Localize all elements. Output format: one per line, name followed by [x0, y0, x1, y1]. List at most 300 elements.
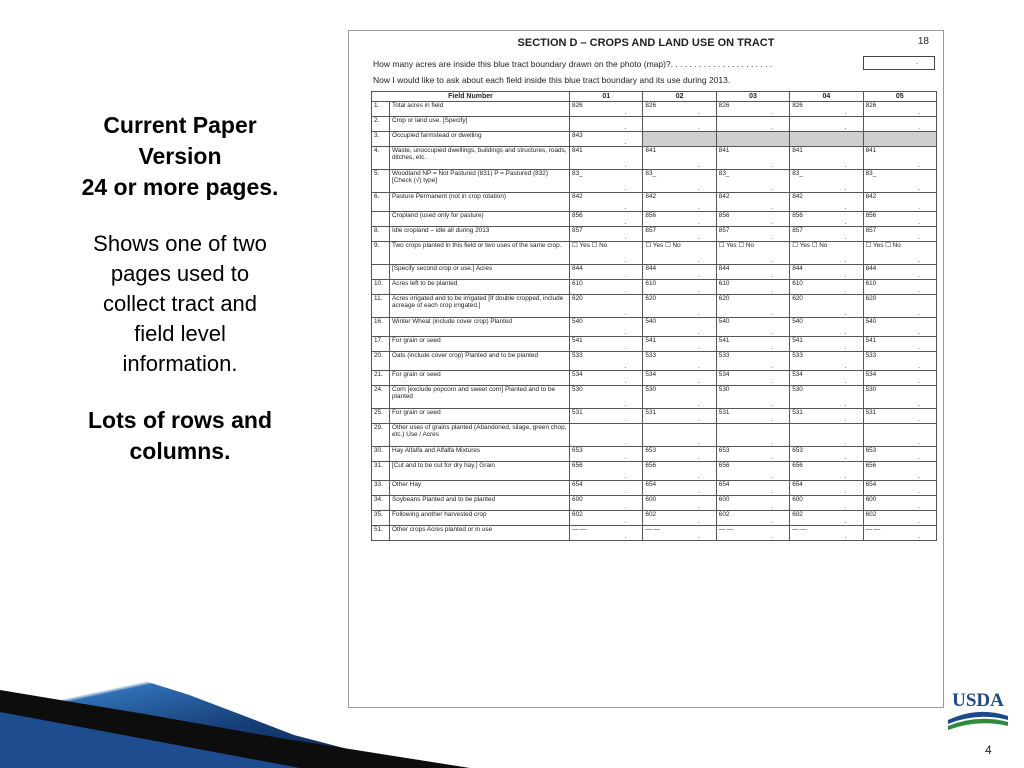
entry-dot: . [771, 518, 774, 525]
entry-dot: . [844, 234, 847, 241]
form-row [372, 132, 937, 147]
row-cell [863, 371, 936, 386]
row-cell [790, 386, 863, 409]
item-code: 530 [718, 386, 730, 393]
entry-dot: . [844, 287, 847, 294]
entry-dot: . [698, 416, 700, 423]
row-number: 8. [372, 227, 390, 242]
row-cell [570, 265, 643, 280]
row-cell [863, 265, 936, 280]
item-code: 654 [865, 481, 877, 488]
row-number: 51. [372, 526, 390, 541]
entry-dot: . [624, 439, 627, 446]
row-cell [863, 318, 936, 337]
row-cell [643, 352, 716, 371]
row-cell [643, 337, 716, 352]
row-cell [863, 117, 936, 132]
entry-dot: . [918, 185, 920, 192]
entry-dot: . [698, 454, 700, 461]
row-label: [Specify second crop or use.] Acres [390, 265, 570, 280]
entry-dot: . [771, 363, 774, 370]
row-cell [863, 280, 936, 295]
entry-dot: . [844, 109, 847, 116]
row-cell [716, 409, 789, 424]
item-code: 540 [865, 318, 877, 325]
item-code: 533 [865, 352, 877, 359]
row-label: Cropland (used only for pasture) [390, 212, 570, 227]
row-cell [643, 526, 716, 541]
row-cell [716, 371, 789, 386]
row-cell [716, 337, 789, 352]
entry-dot: . [698, 329, 700, 336]
entry-dot: . [844, 454, 847, 461]
item-code: 844 [572, 265, 583, 272]
row-label: For grain or seed [390, 337, 570, 352]
item-code: 653 [865, 447, 877, 454]
entry-dot: . [918, 344, 920, 351]
entry-dot: . [844, 162, 847, 169]
row-cell [790, 318, 863, 337]
shows-line-5: information. [122, 351, 238, 376]
row-number: 1. [372, 102, 390, 117]
item-code: 826 [865, 102, 877, 109]
row-cell [716, 242, 789, 265]
entry-dot: . [698, 204, 700, 211]
row-cell [570, 424, 643, 447]
form-answer-box: . [863, 56, 935, 70]
row-label: Two crops planted in this field or two uses of the same crop. [390, 242, 570, 265]
row-cell [716, 280, 789, 295]
form-row [372, 170, 937, 193]
form-row [372, 424, 937, 447]
item-code: 841 [572, 147, 583, 154]
row-number: 16. [372, 318, 390, 337]
row-cell [716, 511, 789, 526]
col-header: 03 [716, 92, 789, 102]
row-cell [716, 212, 789, 227]
row-cell [570, 386, 643, 409]
item-code: 620 [572, 295, 583, 302]
item-code: 610 [645, 280, 657, 287]
row-number: 9. [372, 242, 390, 265]
row-cell [863, 337, 936, 352]
entry-dot: . [918, 401, 920, 408]
form-row [372, 481, 937, 496]
row-cell [863, 526, 936, 541]
item-code: 83_ [718, 170, 730, 177]
row-label: [Cut and to be cut for dry hay.] Grain [390, 462, 570, 481]
item-code: 602 [645, 511, 657, 518]
row-cell [790, 496, 863, 511]
item-code: 653 [572, 447, 583, 454]
row-cell [570, 352, 643, 371]
form-row [372, 337, 937, 352]
row-label: Following another harvested crop [390, 511, 570, 526]
row-cell [716, 424, 789, 447]
row-cell [863, 447, 936, 462]
entry-dot: . [844, 363, 847, 370]
item-code: 534 [718, 371, 730, 378]
entry-dot: . [771, 234, 774, 241]
row-cell [790, 212, 863, 227]
row-cell [790, 117, 863, 132]
item-code: — — [792, 526, 807, 533]
row-cell [716, 102, 789, 117]
form-row [372, 318, 937, 337]
entry-dot: . [844, 503, 847, 510]
entry-dot: . [771, 287, 774, 294]
row-number: 11. [372, 295, 390, 318]
row-cell [863, 193, 936, 212]
entry-dot: . [771, 401, 774, 408]
row-number: 30. [372, 447, 390, 462]
item-code: 534 [792, 371, 803, 378]
entry-dot: . [918, 219, 920, 226]
entry-dot: . [771, 162, 774, 169]
entry-dot: . [771, 329, 774, 336]
item-code: 856 [792, 212, 803, 219]
item-code: 600 [792, 496, 803, 503]
shows-line-4: field level [134, 321, 226, 346]
row-cell [643, 170, 716, 193]
row-cell [863, 496, 936, 511]
row-cell [570, 227, 643, 242]
row-cell [570, 337, 643, 352]
form-row [372, 496, 937, 511]
form-row [372, 511, 937, 526]
entry-dot: . [698, 234, 700, 241]
item-code: ☐ Yes ☐ No [718, 242, 755, 249]
entry-dot: . [698, 109, 700, 116]
entry-dot: . [698, 533, 700, 540]
row-cell [790, 147, 863, 170]
row-label: Other Hay [390, 481, 570, 496]
row-number [372, 212, 390, 227]
item-code: 540 [792, 318, 803, 325]
entry-dot: . [698, 378, 700, 385]
entry-dot: . [624, 234, 627, 241]
row-label: Woodland NP = Not Pastured (831) P = Pastured (832) [Check (√) type] [390, 170, 570, 193]
row-cell [790, 295, 863, 318]
entry-dot: . [844, 416, 847, 423]
item-code: 654 [718, 481, 730, 488]
row-number: 24. [372, 386, 390, 409]
item-code: 530 [572, 386, 583, 393]
row-number: 6. [372, 193, 390, 212]
form-row [372, 409, 937, 424]
item-code: 534 [572, 371, 583, 378]
entry-dot: . [698, 363, 700, 370]
row-label: For grain or seed [390, 371, 570, 386]
item-code: 530 [865, 386, 877, 393]
row-cell [863, 511, 936, 526]
entry-dot: . [698, 488, 700, 495]
row-cell [863, 386, 936, 409]
entry-dot: . [698, 473, 700, 480]
heading-line-1: Current Paper [103, 112, 257, 138]
paper-form-image [348, 30, 944, 708]
entry-dot: . [624, 272, 627, 279]
row-cell [716, 117, 789, 132]
row-cell [716, 193, 789, 212]
row-cell [643, 462, 716, 481]
shows-line-2: pages used to [110, 261, 250, 286]
row-cell [570, 212, 643, 227]
entry-dot: . [624, 310, 627, 317]
item-code: — — [865, 526, 881, 533]
entry-dot: . [918, 416, 920, 423]
row-cell [716, 132, 789, 147]
entry-dot: . [844, 310, 847, 317]
entry-dot: . [844, 185, 847, 192]
item-code: 654 [572, 481, 583, 488]
item-code: 842 [572, 193, 583, 200]
item-code: 540 [572, 318, 583, 325]
entry-dot: . [624, 219, 627, 226]
form-row [372, 526, 937, 541]
row-cell [716, 481, 789, 496]
item-code: 844 [865, 265, 877, 272]
item-code: 844 [792, 265, 803, 272]
item-code: 856 [572, 212, 583, 219]
form-row [372, 295, 937, 318]
row-cell [643, 227, 716, 242]
row-cell [643, 424, 716, 447]
entry-dot: . [771, 124, 774, 131]
form-title: SECTION D – CROPS AND LAND USE ON TRACT [517, 37, 775, 49]
entry-dot: . [698, 257, 700, 264]
form-row [372, 462, 937, 481]
row-cell [790, 462, 863, 481]
row-cell [643, 242, 716, 265]
item-code: 602 [792, 511, 803, 518]
item-code: 600 [645, 496, 657, 503]
row-cell [863, 170, 936, 193]
row-cell [643, 280, 716, 295]
entry-dot: . [918, 503, 920, 510]
entry-dot: . [844, 518, 847, 525]
item-code: 842 [645, 193, 657, 200]
entry-dot: . [918, 378, 920, 385]
form-grid [371, 91, 937, 541]
row-cell [643, 212, 716, 227]
item-code: 826 [572, 102, 583, 109]
item-code: 826 [645, 102, 657, 109]
form-row [372, 352, 937, 371]
row-cell [863, 212, 936, 227]
item-code: 530 [645, 386, 657, 393]
row-cell [716, 462, 789, 481]
entry-dot: . [844, 257, 847, 264]
row-cell [570, 295, 643, 318]
row-cell [570, 481, 643, 496]
entry-dot: . [918, 473, 920, 480]
row-cell [570, 409, 643, 424]
item-code: ☐ Yes ☐ No [865, 242, 901, 249]
row-cell [863, 102, 936, 117]
row-cell [716, 496, 789, 511]
item-code: 844 [718, 265, 730, 272]
item-code: 540 [645, 318, 657, 325]
item-code: 857 [572, 227, 583, 234]
entry-dot: . [771, 473, 774, 480]
entry-dot: . [624, 518, 627, 525]
row-label: Idle cropland – idle all during 2013 [390, 227, 570, 242]
item-code: 541 [792, 337, 803, 344]
row-cell [570, 147, 643, 170]
row-number: 4. [372, 147, 390, 170]
item-code: 531 [792, 409, 803, 416]
row-label: Other crops Acres planted or in use [390, 526, 570, 541]
item-code: 841 [865, 147, 877, 154]
form-row [372, 102, 937, 117]
item-code: 656 [865, 462, 877, 469]
item-code: 531 [718, 409, 730, 416]
row-label: Winter Wheat (include cover crop) Planted [390, 318, 570, 337]
item-code: 842 [718, 193, 730, 200]
entry-dot: . [918, 257, 920, 264]
row-cell [643, 371, 716, 386]
entry-dot: . [844, 124, 847, 131]
item-code: 610 [865, 280, 877, 287]
entry-dot: . [844, 204, 847, 211]
row-cell [716, 386, 789, 409]
row-number: 21. [372, 371, 390, 386]
entry-dot: . [698, 310, 700, 317]
row-cell [790, 352, 863, 371]
row-number: 17. [372, 337, 390, 352]
entry-dot: . [771, 109, 774, 116]
entry-dot: . [771, 310, 774, 317]
row-cell [790, 227, 863, 242]
item-code: 600 [572, 496, 583, 503]
row-label: Total acres in field [390, 102, 570, 117]
row-label: Hay Alfalfa and Alfalfa Mixtures [390, 447, 570, 462]
row-cell [570, 447, 643, 462]
item-code: — — [718, 526, 734, 533]
item-code: 841 [645, 147, 657, 154]
item-code: 533 [792, 352, 803, 359]
row-cell [570, 462, 643, 481]
field-number-header: Field Number [372, 92, 570, 102]
entry-dot: . [698, 124, 700, 131]
entry-dot: . [844, 533, 847, 540]
entry-dot: . [698, 503, 700, 510]
item-code: — — [645, 526, 660, 533]
item-code: 600 [865, 496, 877, 503]
item-code: 533 [645, 352, 657, 359]
item-code: 856 [718, 212, 730, 219]
row-cell [716, 447, 789, 462]
entry-dot: . [698, 401, 700, 408]
entry-dot: . [771, 204, 774, 211]
row-cell [716, 352, 789, 371]
slide-description [40, 110, 320, 467]
item-code: 534 [865, 371, 877, 378]
row-cell [643, 102, 716, 117]
entry-dot: . [771, 488, 774, 495]
row-label: Occupied farmstead or dwelling [390, 132, 570, 147]
form-row [372, 212, 937, 227]
form-question-2: Now I would like to ask about each field inside this blue tract boundary and its use during 2013. [373, 75, 731, 85]
item-code: 856 [645, 212, 657, 219]
entry-dot: . [771, 378, 774, 385]
row-cell [790, 280, 863, 295]
row-cell [790, 265, 863, 280]
item-code: 83_ [645, 170, 657, 177]
item-code: 844 [645, 265, 657, 272]
item-code: 656 [718, 462, 730, 469]
row-label: Other uses of grains planted (Abandoned, silage, green chop, etc.) Use / Acres [390, 424, 570, 447]
entry-dot: . [844, 439, 847, 446]
entry-dot: . [624, 185, 627, 192]
item-code: 540 [718, 318, 730, 325]
item-code: 654 [645, 481, 657, 488]
item-code: 843 [572, 132, 583, 139]
entry-dot: . [624, 416, 627, 423]
row-cell [863, 227, 936, 242]
row-label: Soybeans Planted and to be planted [390, 496, 570, 511]
item-code: 602 [865, 511, 877, 518]
entry-dot: . [918, 234, 920, 241]
row-cell [716, 170, 789, 193]
item-code: 83_ [792, 170, 803, 177]
row-number: 34. [372, 496, 390, 511]
entry-dot: . [918, 124, 920, 131]
row-number: 25. [372, 409, 390, 424]
item-code: 656 [645, 462, 657, 469]
row-cell [643, 386, 716, 409]
heading-line-3: 24 or more pages. [81, 174, 279, 200]
entry-dot: . [918, 162, 920, 169]
row-cell [790, 193, 863, 212]
form-row [372, 227, 937, 242]
item-code: — — [572, 526, 587, 533]
entry-dot: . [698, 439, 700, 446]
item-code: 541 [572, 337, 583, 344]
row-cell [570, 526, 643, 541]
row-number: 20. [372, 352, 390, 371]
row-cell [643, 193, 716, 212]
col-header: 05 [863, 92, 936, 102]
form-row [372, 242, 937, 265]
row-number: 3. [372, 132, 390, 147]
row-cell [790, 337, 863, 352]
col-header: 01 [570, 92, 643, 102]
entry-dot: . [918, 363, 920, 370]
row-cell [570, 170, 643, 193]
row-number [372, 265, 390, 280]
row-cell [643, 147, 716, 170]
row-cell [643, 481, 716, 496]
rows-line-2: columns. [129, 438, 231, 464]
row-cell [570, 193, 643, 212]
row-cell [863, 147, 936, 170]
entry-dot: . [624, 473, 627, 480]
entry-dot: . [844, 272, 847, 279]
item-code: 653 [718, 447, 730, 454]
row-number: 10. [372, 280, 390, 295]
entry-dot: . [624, 503, 627, 510]
item-code: 541 [865, 337, 877, 344]
row-cell [790, 242, 863, 265]
col-header: 04 [790, 92, 863, 102]
entry-dot: . [624, 488, 627, 495]
row-cell [790, 424, 863, 447]
entry-dot: . [771, 533, 774, 540]
item-code: 620 [865, 295, 877, 302]
form-row [372, 280, 937, 295]
